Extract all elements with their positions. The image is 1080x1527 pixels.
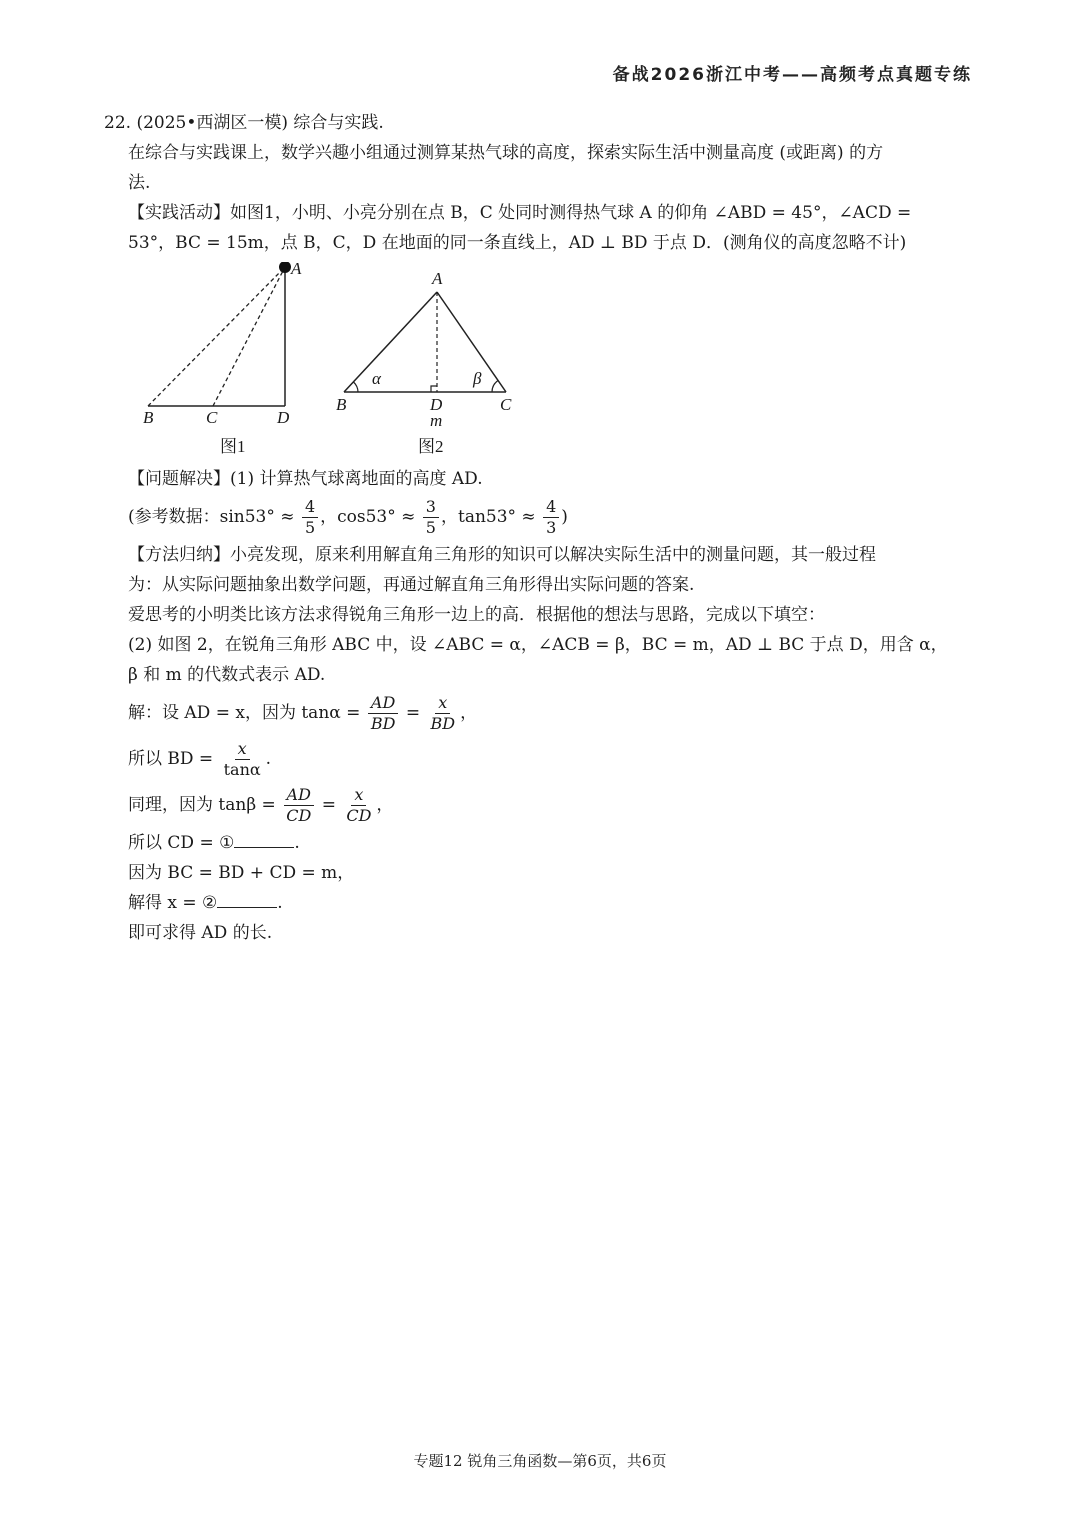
s3-fraction-2 bbox=[343, 785, 374, 826]
figure-2 bbox=[336, 269, 512, 456]
question-number: 22. bbox=[104, 113, 132, 133]
blank-1-input[interactable] bbox=[234, 829, 294, 848]
fig2-angle-beta-arc bbox=[492, 381, 498, 393]
intro-line-2: 法. bbox=[128, 173, 151, 193]
method-text-1: 小亮发现，原来利用解直角三角形的知识可以解决实际生活中的测量问题，其一般过程 bbox=[230, 545, 876, 565]
solution-step-5: 因为 BC = BD + CD = m， bbox=[128, 863, 355, 883]
fig2-label-a: A bbox=[432, 269, 443, 288]
s1-f2-den: BD bbox=[430, 714, 456, 733]
s1-eq: = bbox=[405, 703, 421, 723]
ref-tan-den: 3 bbox=[546, 518, 557, 537]
question-topic: 综合与实践. bbox=[293, 113, 384, 133]
ref-cos-num: 3 bbox=[423, 497, 439, 518]
solution-step-1 bbox=[104, 690, 984, 736]
fig1-label-d: D bbox=[277, 408, 290, 427]
s6-prefix: 解得 x = ② bbox=[128, 893, 218, 913]
s3-fraction-1 bbox=[283, 785, 314, 826]
s1-end: ， bbox=[460, 703, 478, 723]
s2-num: x bbox=[235, 739, 250, 760]
fig2-side-ab bbox=[344, 292, 437, 392]
ref-sin-den: 5 bbox=[304, 518, 316, 537]
s1-f2-num: x bbox=[435, 693, 450, 714]
s6-end: . bbox=[277, 893, 283, 913]
question-source: (2025•西湖区一模) bbox=[136, 113, 289, 133]
solution-step-4 bbox=[104, 828, 984, 858]
fig1-caption: 图1 bbox=[220, 437, 246, 456]
fig2-caption: 图2 bbox=[418, 437, 444, 456]
fig1-dashed-ac bbox=[213, 267, 285, 406]
s1-f1-num: AD bbox=[368, 693, 398, 714]
fig2-label-alpha: α bbox=[372, 369, 381, 388]
reference-data-line bbox=[104, 494, 984, 540]
method-line-1 bbox=[104, 540, 984, 570]
solve-line-1 bbox=[104, 464, 984, 494]
fig1-label-b: B bbox=[143, 408, 154, 427]
solve-label: 【问题解决】 bbox=[128, 469, 230, 489]
ref-tan-text: ，tan53° ≈ bbox=[440, 507, 536, 527]
part2-line-1: (2) 如图 2，在锐角三角形 ABC 中，设 ∠ABC = α，∠ACB = β，BC = m，AD ⊥ BC 于点 D，用含 α， bbox=[128, 635, 948, 655]
fig2-angle-alpha-arc bbox=[354, 382, 359, 392]
activity-line-2: 53°，BC = 15m，点 B，C，D 在地面的同一条直线上，AD ⊥ BD 于点 D．(测角仪的高度忽略不计) bbox=[128, 233, 907, 253]
s1-f1-den: BD bbox=[370, 714, 396, 733]
question-22 bbox=[104, 108, 984, 948]
header-title: 备战2026浙江中考——高频考点真题专练 bbox=[612, 65, 972, 85]
s3-f1-den: CD bbox=[286, 806, 312, 825]
fig1-dashed-ab bbox=[148, 267, 285, 406]
s3-prefix: 同理，因为 tanβ = bbox=[128, 795, 276, 815]
part2-line-2: β 和 m 的代数式表示 AD. bbox=[128, 665, 326, 685]
ref-tan-fraction bbox=[543, 497, 559, 538]
fig2-label-beta: β bbox=[473, 369, 482, 388]
fig2-label-d: D bbox=[430, 395, 443, 414]
s1-prefix: 解：设 AD = x，因为 tanα = bbox=[128, 703, 361, 723]
s3-f1-num: AD bbox=[284, 785, 314, 806]
figures bbox=[128, 262, 984, 462]
ref-cos-fraction bbox=[423, 497, 439, 538]
method-line-3: 爱思考的小明类比该方法求得锐角三角形一边上的高．根据他的想法与思路，完成以下填空： bbox=[128, 605, 825, 625]
fig2-label-m: m bbox=[430, 411, 443, 430]
s4-end: . bbox=[294, 833, 300, 853]
method-line-2: 为：从实际问题抽象出数学问题，再通过解直角三角形得出实际问题的答案. bbox=[128, 575, 695, 595]
fig2-label-c: C bbox=[500, 395, 512, 414]
solution-step-7: 即可求得 AD 的长. bbox=[128, 923, 273, 943]
s2-den: tanα bbox=[223, 760, 261, 779]
figures-svg bbox=[128, 262, 548, 462]
fig1-label-a: A bbox=[291, 262, 302, 278]
s3-f2-den: CD bbox=[346, 806, 372, 825]
method-label: 【方法归纳】 bbox=[128, 545, 230, 565]
activity-label: 【实践活动】 bbox=[128, 203, 230, 223]
question-heading bbox=[104, 108, 984, 138]
figure-1 bbox=[143, 262, 302, 456]
s4-prefix: 所以 CD = ① bbox=[128, 833, 235, 853]
fig1-label-c: C bbox=[206, 408, 218, 427]
s2-fraction bbox=[221, 739, 264, 780]
blank-2-input[interactable] bbox=[217, 889, 277, 908]
ref-sin-num: 4 bbox=[302, 497, 318, 518]
solution-step-3 bbox=[104, 782, 984, 828]
s2-prefix: 所以 BD = bbox=[128, 749, 214, 769]
solution-step-6 bbox=[104, 888, 984, 918]
s2-end: . bbox=[265, 749, 272, 769]
solve-text-1: (1) 计算热气球离地面的高度 AD. bbox=[230, 469, 483, 489]
intro-line-1: 在综合与实践课上，数学兴趣小组通过测算某热气球的高度，探索实际生活中测量高度 (或距离) 的方 bbox=[128, 143, 884, 163]
fig2-label-b: B bbox=[336, 395, 347, 414]
ref-tan-num: 4 bbox=[543, 497, 559, 518]
s1-fraction-2 bbox=[427, 693, 458, 734]
ref-sin-fraction bbox=[302, 497, 318, 538]
activity-line-1 bbox=[104, 198, 984, 228]
s3-eq: = bbox=[321, 795, 336, 815]
solution-step-2 bbox=[104, 736, 984, 782]
ref-close: ) bbox=[561, 507, 568, 527]
page-footer: 专题12 锐角三角函数—第6页，共6页 bbox=[413, 1452, 667, 1470]
fig2-right-angle-mark bbox=[431, 386, 437, 392]
s1-fraction-1 bbox=[368, 693, 399, 734]
s3-end: ， bbox=[376, 795, 394, 815]
ref-prefix: (参考数据：sin53° ≈ bbox=[128, 507, 295, 527]
ref-cos-text: ，cos53° ≈ bbox=[320, 507, 416, 527]
activity-text-1: 如图1，小明、小亮分别在点 B，C 处同时测得热气球 A 的仰角 ∠ABD = 45°，∠ACD = bbox=[230, 203, 912, 223]
s3-f2-num: x bbox=[351, 785, 366, 806]
ref-cos-den: 5 bbox=[425, 518, 436, 537]
fig2-side-ac bbox=[437, 292, 506, 392]
